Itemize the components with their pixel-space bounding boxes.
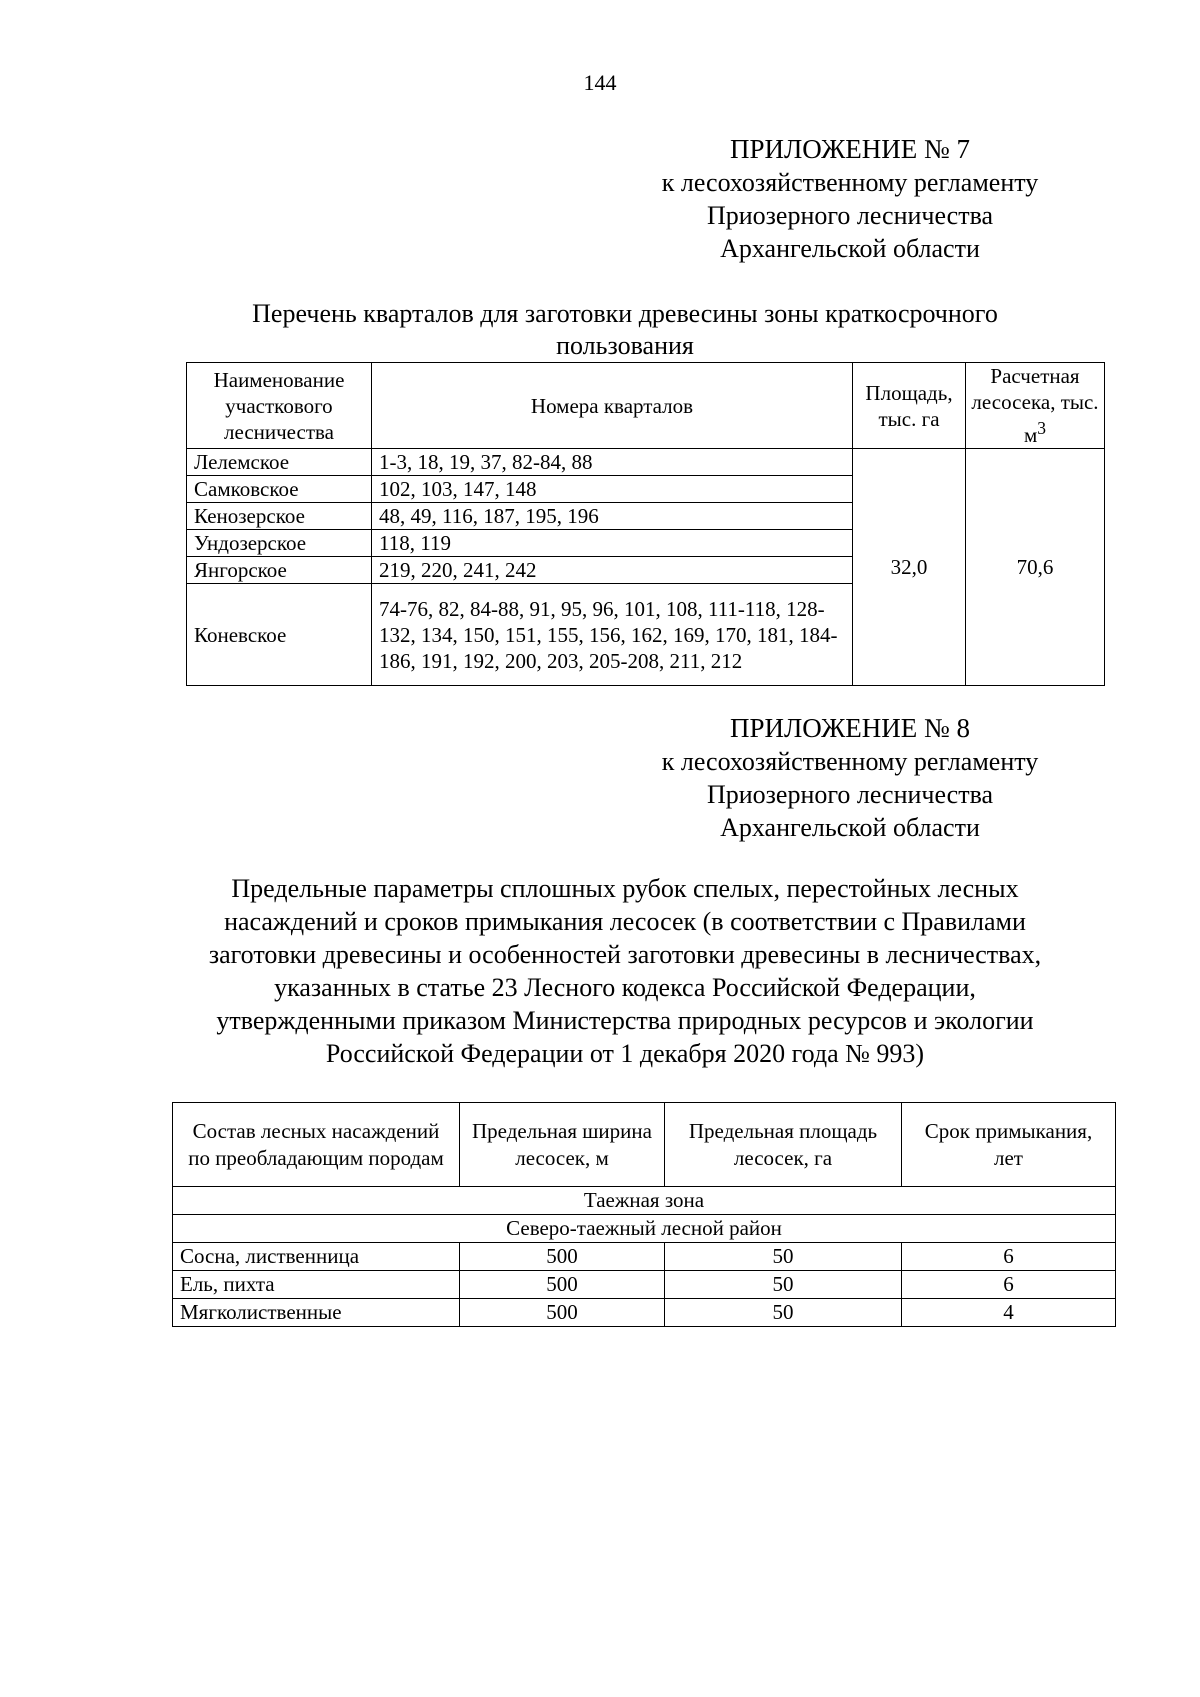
appendix-8-line: к лесохозяйственному регламенту: [661, 747, 1039, 776]
species-cell: Мягколиственные: [173, 1299, 460, 1327]
table-header-row: [173, 1103, 1116, 1187]
width-cell: 500: [460, 1271, 665, 1299]
table-2-title-line: насаждений и сроков примыкания лесосек (в соответствии с Правилами: [224, 907, 1026, 936]
header-max-width: Предельная ширина лесосек, м: [460, 1103, 665, 1187]
table-row: [173, 1243, 1116, 1271]
quarters-table: [186, 362, 1105, 686]
header-cutting-text: Расчетная лесосека, тыс. м: [971, 364, 1099, 447]
quarter-numbers: 48, 49, 116, 187, 195, 196: [372, 503, 853, 530]
appendix-8-line: Приозерного лесничества: [706, 780, 994, 809]
area-cell: 50: [665, 1243, 902, 1271]
header-forestry-name: Наименование участкового лесничества: [187, 363, 372, 449]
appendix-8-line: Архангельской области: [720, 813, 980, 842]
header-cutting-sup: 3: [1037, 418, 1047, 438]
appendix-8-heading: ПРИЛОЖЕНИЕ № 8: [729, 713, 971, 743]
width-cell: 500: [460, 1299, 665, 1327]
table-2-title-line: Российской Федерации от 1 декабря 2020 года № 993): [325, 1039, 925, 1068]
forestry-name: Самковское: [187, 476, 372, 503]
page-number: 144: [583, 70, 617, 95]
table-row: [173, 1187, 1116, 1215]
header-area: Площадь, тыс. га: [853, 363, 966, 449]
quarter-numbers: 219, 220, 241, 242: [372, 557, 853, 584]
quarter-numbers: 118, 119: [372, 530, 853, 557]
forestry-name: Лелемское: [187, 449, 372, 476]
header-species: Состав лесных насаждений по преобладающим породам: [173, 1103, 460, 1187]
term-cell: 6: [902, 1271, 1116, 1299]
term-cell: 6: [902, 1243, 1116, 1271]
table-row: [173, 1215, 1116, 1243]
cutting-value: 70,6: [966, 449, 1105, 686]
quarter-numbers: 102, 103, 147, 148: [372, 476, 853, 503]
appendix-7-heading: ПРИЛОЖЕНИЕ № 7: [729, 134, 971, 164]
header-quarters: Номера кварталов: [372, 363, 853, 449]
width-cell: 500: [460, 1243, 665, 1271]
header-max-area: Предельная площадь лесосек, га: [665, 1103, 902, 1187]
appendix-7-line: Приозерного лесничества: [706, 201, 994, 230]
clearcut-parameters-table: [172, 1102, 1116, 1327]
table-2-title-line: Предельные параметры сплошных рубок спелых, перестойных лесных: [231, 874, 1019, 903]
forestry-name: Ундозерское: [187, 530, 372, 557]
table-2-title-line: указанных в статье 23 Лесного кодекса Российской Федерации,: [274, 973, 976, 1002]
table-1-title: [180, 298, 1070, 362]
header-cutting: [966, 363, 1105, 449]
table-row: [173, 1299, 1116, 1327]
table-1-title-line: Перечень кварталов для заготовки древесины зоны краткосрочного: [252, 299, 998, 328]
table-row: [173, 1271, 1116, 1299]
forestry-name: Кенозерское: [187, 503, 372, 530]
quarter-numbers: 1-3, 18, 19, 37, 82-84, 88: [372, 449, 853, 476]
forest-zone: Таежная зона: [173, 1187, 1116, 1215]
table-header-row: [187, 363, 1105, 449]
species-cell: Ель, пихта: [173, 1271, 460, 1299]
forest-region: Северо-таежный лесной район: [173, 1215, 1116, 1243]
forestry-name: Коневское: [187, 584, 372, 686]
appendix-7-line: Архангельской области: [720, 234, 980, 263]
table-row: [187, 449, 1105, 476]
area-cell: 50: [665, 1271, 902, 1299]
appendix-8-header: [640, 712, 1060, 844]
table-1-title-line: пользования: [556, 331, 694, 360]
species-cell: Сосна, лиственница: [173, 1243, 460, 1271]
appendix-7-header: [640, 133, 1060, 265]
table-2-title-line: утвержденными приказом Министерства природных ресурсов и экологии: [216, 1006, 1034, 1035]
table-2-title: [160, 872, 1090, 1070]
quarter-numbers: 74-76, 82, 84-88, 91, 95, 96, 101, 108, 111-118, 128-132, 134, 150, 151, 155, 156, 162, 169, 170, 181, 184-186, 191, 192, 200, 203, 205-208, 211, 212: [372, 584, 853, 686]
header-adjacency-term: Срок примыкания, лет: [902, 1103, 1116, 1187]
appendix-7-line: к лесохозяйственному регламенту: [661, 168, 1039, 197]
area-value: 32,0: [853, 449, 966, 686]
forestry-name: Янгорское: [187, 557, 372, 584]
table-2-title-line: заготовки древесины и особенностей заготовки древесины в лесничествах,: [208, 940, 1042, 969]
area-cell: 50: [665, 1299, 902, 1327]
term-cell: 4: [902, 1299, 1116, 1327]
